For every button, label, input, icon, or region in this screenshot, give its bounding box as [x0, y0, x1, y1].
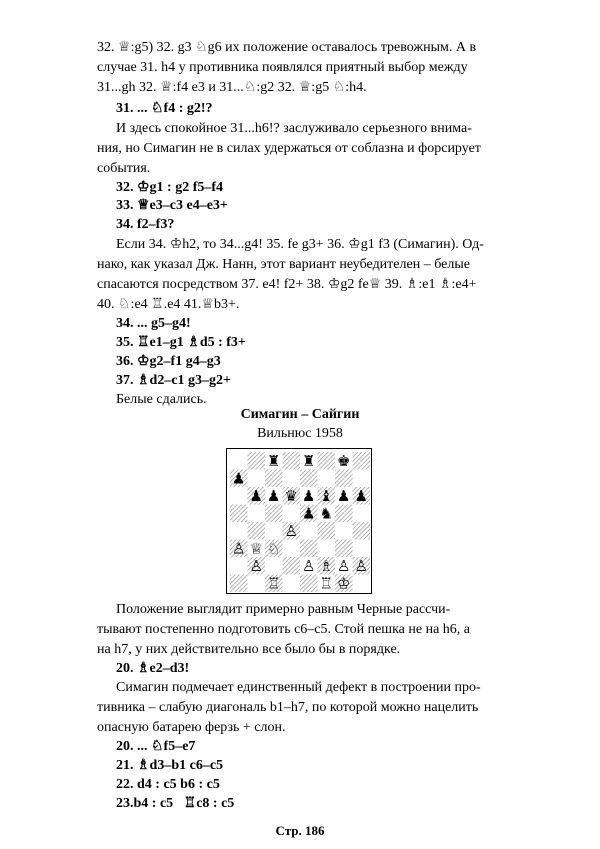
text-line: случае 31. h4 у противника появлялся приятный выбор между	[97, 60, 468, 75]
chess-piece: ♛	[284, 487, 298, 505]
light-square	[300, 522, 318, 540]
chess-piece: ♝	[319, 487, 333, 505]
chess-piece: ♟	[249, 487, 263, 505]
chess-piece: ♙	[337, 557, 351, 575]
game-title: Симагин – Сайгин	[240, 407, 360, 422]
chess-piece: ♘	[267, 539, 281, 558]
light-square	[248, 470, 266, 488]
dark-square	[300, 575, 318, 593]
dark-square	[335, 540, 353, 558]
page-number: Стр. 186	[275, 823, 325, 838]
text-line: 40. ♘:e4 ♖.e4 41.♕b3+.	[97, 297, 240, 312]
text-line: нако, как указал Дж. Нанн, этот вариант неубедителен – белые	[97, 257, 470, 272]
dark-square	[230, 575, 248, 593]
light-square	[248, 505, 266, 523]
text-line: Белые сдались.	[116, 392, 207, 407]
dark-square	[353, 452, 371, 470]
light-square	[318, 470, 336, 488]
move-line: 35. ♖e1–g1 ♗d5 : f3+	[116, 335, 246, 350]
move-line: 22. d4 : c5 b6 : c5	[116, 777, 220, 792]
light-square	[265, 522, 283, 540]
move-line: 33. ♕e3–c3 e4–e3+	[116, 198, 228, 213]
dark-square	[265, 505, 283, 523]
light-square	[318, 540, 336, 558]
dark-square	[335, 470, 353, 488]
text-line: Положение выглядит примерно равным Черные рассчи-	[116, 602, 451, 617]
light-square	[335, 522, 353, 540]
dark-square	[265, 470, 283, 488]
chess-piece: ♟	[337, 487, 351, 505]
dark-square	[230, 505, 248, 523]
text-line: спасаются посредством 37. e4! f2+ 38. ♔g2 fe♕ 39. ♗:e1 ♗:e4+	[97, 277, 477, 292]
move-line: 32. ♔g1 : g2 f5–f4	[116, 180, 224, 195]
chess-piece: ♟	[232, 469, 246, 488]
chess-board	[230, 452, 370, 592]
chess-piece: ♙	[249, 557, 263, 575]
text-line: тывают постепенно подготовить c6–c5. Стой пешка не на h6, а	[97, 622, 471, 637]
chess-piece: ♙	[302, 557, 316, 575]
move-line: 21. ♗d3–b1 c6–c5	[116, 758, 224, 773]
chess-piece: ♟	[267, 487, 281, 505]
dark-square	[283, 452, 301, 470]
chess-piece: ♞	[319, 504, 333, 523]
text-line: 31...gh 32. ♕:f4 e3 и 31...♘:g2 32. ♕:g5 ♘:h4.	[97, 80, 367, 95]
dark-square	[335, 505, 353, 523]
move-line: 34. f2–f3?	[116, 217, 175, 232]
move-line: 36. ♔g2–f1 g4–g3	[116, 354, 221, 369]
dark-square	[300, 470, 318, 488]
light-square	[283, 470, 301, 488]
move-line: 20. ♗e2–d3!	[116, 661, 190, 676]
light-square	[283, 540, 301, 558]
chess-piece: ♙	[284, 522, 298, 540]
light-square	[283, 505, 301, 523]
chess-piece: ♟	[302, 487, 316, 505]
light-square	[353, 575, 371, 593]
text-line: тивника – слабую диагональ b1–h7, по которой можно нацелить	[97, 700, 479, 715]
light-square	[265, 557, 283, 575]
chess-piece: ♕	[249, 539, 263, 558]
move-line: 23.b4 : c5 ♖c8 : c5	[116, 796, 235, 811]
text-line: Если 34. ♔h2, то 34...g4! 35. fe g3+ 36. ♔g1 f3 (Симагин). Од-	[116, 237, 484, 252]
dark-square	[353, 522, 371, 540]
dark-square	[318, 452, 336, 470]
text-line: И здесь спокойное 31...h6!? заслуживало серьезного внима-	[116, 121, 472, 136]
chess-piece: ♙	[354, 557, 368, 575]
light-square	[283, 575, 301, 593]
chess-piece: ♜	[302, 452, 316, 470]
text-line: события.	[97, 161, 151, 176]
light-square	[230, 452, 248, 470]
light-square	[353, 540, 371, 558]
text-line: 32. ♕:g5) 32. g3 ♘g6 их положение оставалось тревожным. А в	[97, 40, 477, 55]
chess-piece: ♚	[337, 452, 351, 470]
dark-square	[283, 557, 301, 575]
text-line: на h7, у них действительно все было бы в порядке.	[97, 642, 401, 657]
chess-piece: ♔	[337, 574, 351, 592]
chess-piece: ♖	[267, 574, 281, 592]
light-square	[230, 557, 248, 575]
chess-piece: ♗	[319, 557, 333, 575]
chess-piece: ♖	[319, 574, 333, 592]
move-line: 31. ... ♘f4 : g2!?	[116, 101, 213, 116]
move-line: 20. ... ♘f5–e7	[116, 739, 196, 754]
light-square	[248, 575, 266, 593]
light-square	[353, 505, 371, 523]
text-line: опасную батарею ферзь + слон.	[97, 720, 286, 735]
dark-square	[248, 522, 266, 540]
dark-square	[318, 522, 336, 540]
move-line: 37. ♗d2–c1 g3–g2+	[116, 373, 232, 388]
light-square	[353, 470, 371, 488]
chess-piece: ♟	[354, 487, 368, 505]
text-line: ния, но Симагин не в силах удержаться от соблазна и форсирует	[97, 141, 481, 156]
text-line: Симагин подмечает единственный дефект в построении про-	[116, 680, 481, 695]
dark-square	[248, 452, 266, 470]
move-line: 34. ... g5–g4!	[116, 316, 191, 331]
chess-piece: ♙	[232, 539, 246, 558]
chess-piece: ♟	[302, 504, 316, 523]
game-place: Вильнюс 1958	[257, 426, 343, 441]
chess-piece: ♜	[267, 452, 281, 470]
dark-square	[300, 540, 318, 558]
light-square	[230, 487, 248, 505]
light-square	[230, 522, 248, 540]
